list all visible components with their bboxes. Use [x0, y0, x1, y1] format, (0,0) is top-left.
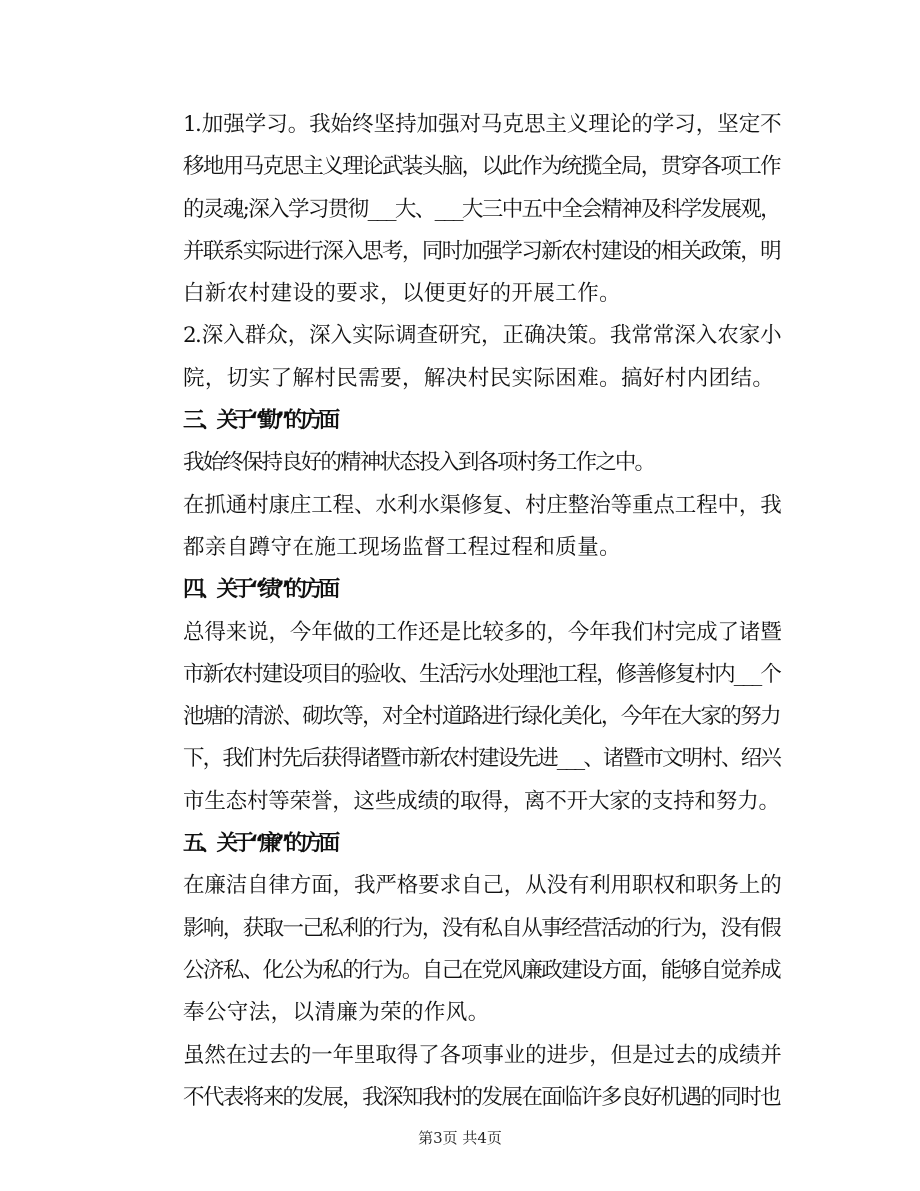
section-heading [140, 400, 780, 442]
text-line: 我始终保持良好的精神状态投入到各项村务工作之中。 [183, 450, 655, 476]
text-line: 市生态村等荣誉，这些成绩的取得，离不开大家的支持和努力。 [183, 788, 780, 814]
paragraph [140, 485, 780, 570]
paragraph [140, 865, 780, 1034]
text-line: 影响，获取一己私利的行为，没有私自从事经营活动的行为，没有假 [183, 915, 780, 941]
text-line: 虽然在过去的一年里取得了各项事业的进步，但是过去的成绩并 [183, 1042, 780, 1068]
paragraph [140, 442, 780, 484]
text-line: 都亲自蹲守在施工现场监督工程过程和质量。 [183, 534, 622, 560]
paragraph [140, 612, 780, 823]
text-line: 公济私、化公为私的行为。自己在党风廉政建设方面，能够自觉养成 [183, 957, 780, 983]
paragraph [140, 315, 780, 400]
text-line: 不代表将来的发展，我深知我村的发展在面临许多良好机遇的同时也 [183, 1084, 780, 1110]
text-line: 四、关于“绩”的方面 [183, 577, 336, 603]
text-line: 移地用马克思主义理论武装头脑，以此作为统揽全局，贯穿各项工作 [183, 154, 780, 180]
text-line: 白新农村建设的要求，以便更好的开展工作。 [183, 281, 622, 307]
text-line: 下，我们村先后获得诸暨市新农村建设先进___、诸暨市文明村、绍兴 [183, 746, 780, 772]
text-line: 三、关于“勤”的方面 [183, 408, 336, 434]
text-line: 2.深入群众，深入实际调查研究，正确决策。我常常深入农家小 [183, 323, 780, 349]
text-line: 市新农村建设项目的验收、生活污水处理池工程，修善修复村内___个 [183, 661, 780, 687]
section-heading [140, 569, 780, 611]
text-line: 五、关于“廉”的方面 [183, 831, 336, 857]
page-footer: 第3页 共4页 [418, 1129, 502, 1147]
text-line: 池塘的清淤、砌坎等，对全村道路进行绿化美化，今年在大家的努力 [183, 704, 780, 730]
section-heading [140, 823, 780, 865]
paragraph [140, 104, 780, 315]
text-line: 院，切实了解村民需要，解决村民实际困难。搞好村内团结。 [183, 365, 775, 391]
text-line: 奉公守法，以清廉为荣的作风。 [183, 1000, 490, 1026]
text-line: 1.加强学习。我始终坚持加强对马克思主义理论的学习，坚定不 [183, 112, 780, 137]
text-line: 的灵魂;深入学习贯彻___大、___大三中五中全会精神及科学发展观， [183, 196, 780, 222]
text-line: 在廉洁自律方面，我严格要求自己，从没有利用职权和职务上的 [183, 873, 780, 899]
text-line: 在抓通村康庄工程、水利水渠修复、村庄整治等重点工程中，我 [183, 492, 780, 518]
text-line: 并联系实际进行深入思考，同时加强学习新农村建设的相关政策，明 [183, 238, 780, 264]
paragraph [140, 1035, 780, 1120]
text-line: 总得来说，今年做的工作还是比较多的，今年我们村完成了诸暨 [183, 619, 780, 645]
document-body [140, 104, 780, 1119]
